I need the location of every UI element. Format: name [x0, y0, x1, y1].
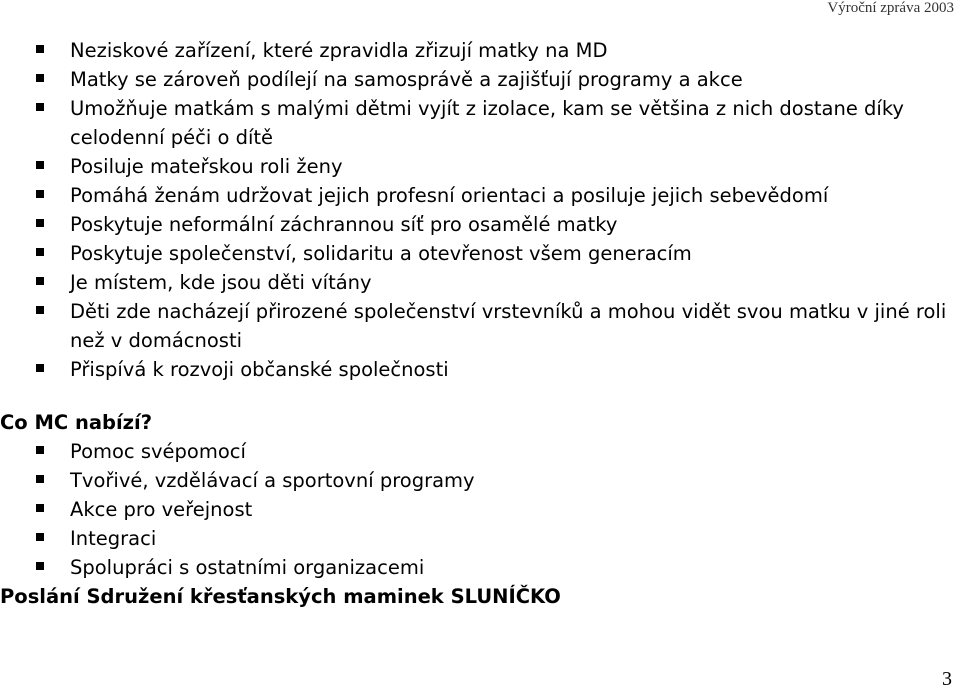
- list-item-text: Spolupráci s ostatními organizacemi: [70, 556, 425, 579]
- square-bullet-icon: [36, 364, 44, 372]
- list-item: [0, 355, 955, 384]
- square-bullet-icon: [36, 74, 44, 82]
- intro-bullet-list: [0, 36, 955, 384]
- list-item-text: Akce pro veřejnost: [70, 498, 253, 521]
- list-item-text: Přispívá k rozvoji občanské společnosti: [70, 358, 449, 381]
- offers-bullet-list: [0, 437, 955, 582]
- list-item: [0, 297, 955, 355]
- list-item-text: Matky se zároveň podílejí na samosprávě a zajišťují programy a akce: [70, 68, 743, 91]
- list-item-text: Pomoc svépomocí: [70, 440, 246, 463]
- square-bullet-icon: [36, 562, 44, 570]
- list-item: [0, 94, 955, 152]
- square-bullet-icon: [36, 190, 44, 198]
- square-bullet-icon: [36, 161, 44, 169]
- list-item-text: Integraci: [70, 527, 157, 550]
- list-item: [0, 239, 955, 268]
- list-item: [0, 466, 955, 495]
- square-bullet-icon: [36, 533, 44, 541]
- list-item: [0, 495, 955, 524]
- square-bullet-icon: [36, 446, 44, 454]
- main-content: [0, 36, 955, 611]
- mission-heading: Poslání Sdružení křesťanských maminek SLUNÍČKO: [0, 585, 561, 608]
- list-item-text: Pomáhá ženám udržovat jejich profesní orientaci a posiluje jejich sebevědomí: [70, 184, 829, 207]
- list-item: [0, 181, 955, 210]
- list-item: [0, 152, 955, 181]
- list-item: [0, 36, 955, 65]
- list-item-text: Umožňuje matkám s malými dětmi vyjít z izolace, kam se většina z nich dostane díky celodenní péči o dítě: [70, 97, 904, 149]
- list-item-text: Poskytuje společenství, solidaritu a otevřenost všem generacím: [70, 242, 692, 265]
- list-item-text: Děti zde nacházejí přirozené společenství vrstevníků a mohou vidět svou matku v jiné roli než v domácnosti: [70, 300, 947, 352]
- square-bullet-icon: [36, 306, 44, 314]
- list-item-text: Je místem, kde jsou děti vítány: [70, 271, 372, 294]
- list-item: [0, 524, 955, 553]
- list-item: [0, 210, 955, 239]
- list-item-text: Tvořivé, vzdělávací a sportovní programy: [70, 469, 475, 492]
- square-bullet-icon: [36, 475, 44, 483]
- square-bullet-icon: [36, 504, 44, 512]
- list-item-text: Neziskové zařízení, které zpravidla zřizují matky na MD: [70, 39, 608, 62]
- offers-heading: Co MC nabízí?: [0, 411, 153, 434]
- list-item-text: Poskytuje neformální záchrannou síť pro osamělé matky: [70, 213, 618, 236]
- list-item: [0, 268, 955, 297]
- list-item: [0, 553, 955, 582]
- report-header-title: Výroční zpráva 2003: [827, 0, 954, 16]
- square-bullet-icon: [36, 45, 44, 53]
- square-bullet-icon: [36, 219, 44, 227]
- list-item-text: Posiluje mateřskou roli ženy: [70, 155, 343, 178]
- list-item: [0, 65, 955, 94]
- list-item: [0, 437, 955, 466]
- square-bullet-icon: [36, 103, 44, 111]
- square-bullet-icon: [36, 248, 44, 256]
- page-number: 3: [942, 668, 952, 690]
- square-bullet-icon: [36, 277, 44, 285]
